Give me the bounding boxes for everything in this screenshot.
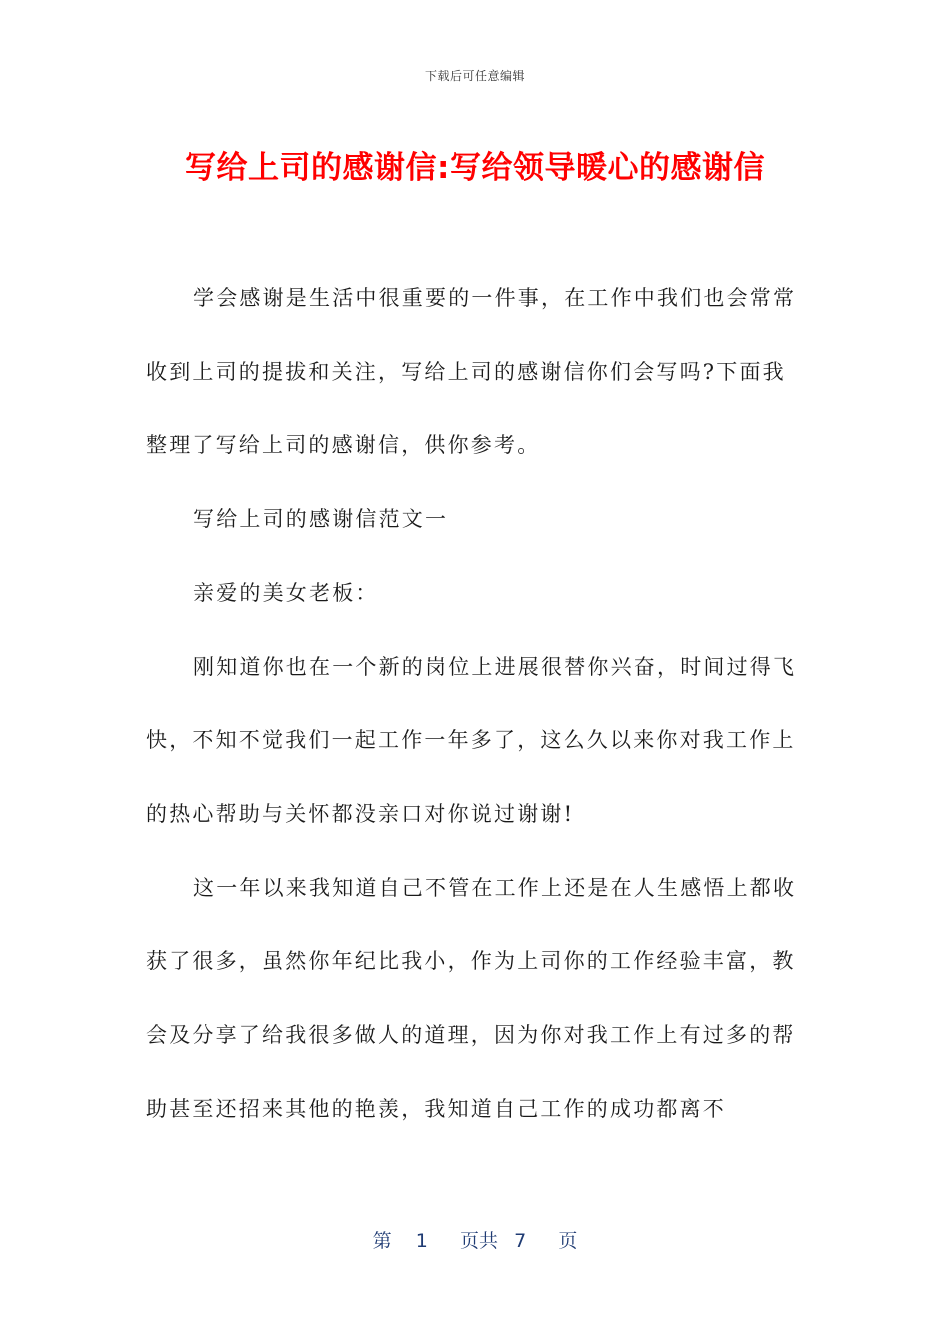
footer-label-of: 页共	[460, 1230, 499, 1252]
paragraph-section-heading: 写给上司的感谢信范文一	[193, 507, 449, 532]
footer-current-page: 1	[415, 1230, 428, 1252]
paragraph-salutation: 亲爱的美女老板：	[193, 580, 379, 605]
paragraph-body-2: 这一年以来我知道自己不管在工作上还是在人生感悟上都收获了很多，虽然你年纪比我小，作为上司你的工作经验丰富，教会及分享了给我很多做人的道理，因为你对我工作上有过多的帮助甚至还招来其他的艳羡，我知道自己工作的成功都离不	[146, 875, 797, 1121]
paragraph-intro: 学会感谢是生活中很重要的一件事，在工作中我们也会常常收到上司的提拔和关注，写给上司的感谢信你们会写吗?下面我整理了写给上司的感谢信，供你参考。	[146, 286, 797, 458]
header-note: 下载后可任意编辑	[424, 69, 525, 83]
page-footer	[0, 1226, 950, 1253]
document-title: 写给上司的感谢信:写给领导暖心的感谢信	[185, 150, 765, 186]
footer-label-page: 第	[372, 1230, 392, 1252]
footer-total-pages: 7	[514, 1230, 527, 1252]
paragraph-body-1: 刚知道你也在一个新的岗位上进展很替你兴奋，时间过得飞快，不知不觉我们一起工作一年多了，这么久以来你对我工作上的热心帮助与关怀都没亲口对你说过谢谢!	[146, 654, 797, 826]
document-body	[146, 262, 806, 1146]
footer-label-end: 页	[558, 1230, 578, 1252]
